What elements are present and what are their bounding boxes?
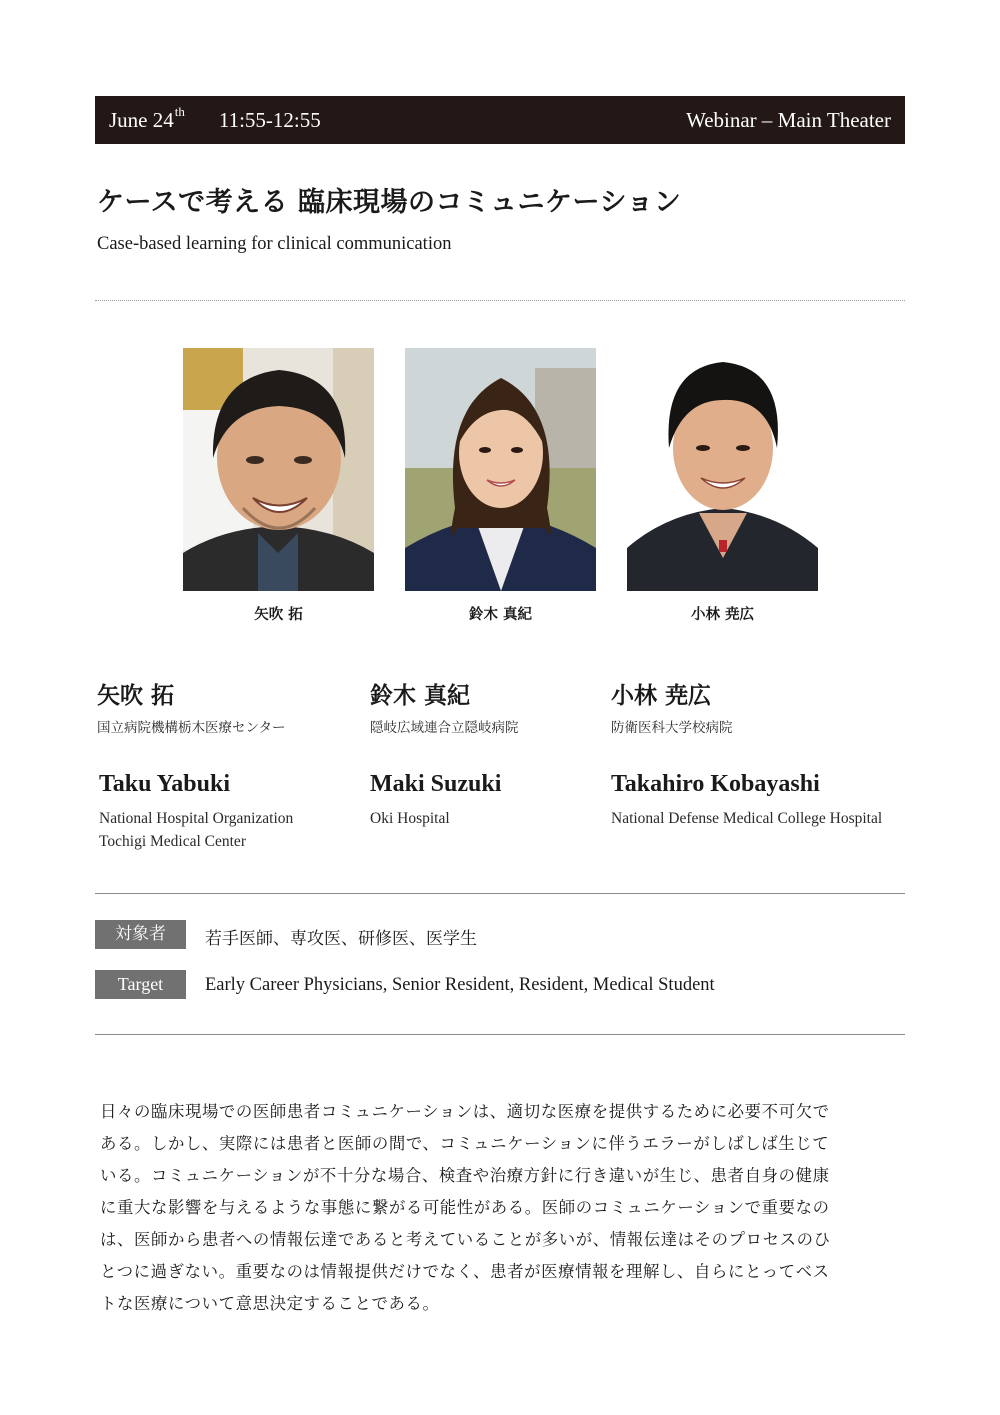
session-description (100, 1096, 900, 1320)
affiliation-line: Oki Hospital (370, 810, 450, 827)
speaker-affiliation-en (370, 807, 519, 830)
speaker-name-en: Maki Suzuki (370, 771, 502, 797)
description-line: に重大な影響を与えるような事態に繋がる可能性がある。医師のコミュニケーションで重要なの (100, 1198, 830, 1217)
affiliation-line: Tochigi Medical Center (99, 833, 246, 850)
photo-caption: 小林 尭広 (690, 606, 755, 623)
speaker-name-en: Takahiro Kobayashi (611, 771, 820, 797)
speaker-affiliation-ja: 隠岐広域連合立隠岐病院 (370, 720, 519, 736)
speaker-card (611, 680, 882, 830)
session-title-en: Case-based learning for clinical communication (97, 234, 452, 254)
session-header-bar (95, 96, 905, 144)
speaker-affiliation-en (611, 807, 882, 830)
session-venue: Webinar – Main Theater (686, 107, 891, 132)
affiliation-line: National Hospital Organization (99, 810, 294, 827)
description-line: いる。コミュニケーションが不十分な場合、検査や治療方針に行き違いが生じ、患者自身の健康 (100, 1166, 830, 1185)
session-title-ja: ケースで考える 臨床現場のコミュニケーション (97, 187, 682, 218)
photo-caption: 矢吹 拓 (254, 606, 303, 623)
description-line: ある。しかし、実際には患者と医師の間で、コミュニケーションに伴うエラーがしばしば生じて (100, 1134, 830, 1153)
speaker-name-ja: 小林 尭広 (611, 682, 712, 709)
audience-text-ja: 若手医師、専攻医、研修医、医学生 (205, 929, 477, 949)
affiliation-line: National Defense Medical College Hospital (611, 810, 883, 827)
description-line: 日々の臨床現場での医師患者コミュニケーションは、適切な医療を提供するために必要不可欠で (100, 1102, 830, 1121)
description-line: トな医療について意思決定することである。 (100, 1294, 440, 1313)
speaker-name-ja: 矢吹 拓 (97, 682, 175, 709)
speaker-photo-suzuki (405, 348, 596, 591)
speaker-card (370, 680, 519, 830)
description-line: とつに過ぎない。重要なのは情報提供だけでなく、患者が医療情報を理解し、自らにとってベス (100, 1262, 830, 1281)
speaker-photo-kobayashi (627, 348, 818, 591)
speaker-name-ja: 鈴木 真紀 (370, 682, 471, 709)
section-divider (95, 1034, 905, 1035)
session-time: 11:55-12:55 (218, 107, 321, 132)
audience-label-en: Target (95, 970, 186, 999)
session-datetime (109, 104, 321, 133)
audience-label-ja: 対象者 (95, 920, 186, 949)
speaker-affiliation-en (99, 807, 293, 853)
section-divider (95, 893, 905, 894)
speaker-name-en: Taku Yabuki (99, 771, 230, 797)
photo-caption: 鈴木 真紀 (468, 606, 533, 623)
speaker-card (97, 680, 293, 853)
date-suffix: th (174, 104, 185, 119)
session-date: June 24th (109, 104, 185, 132)
speaker-affiliation-ja: 防衛医科大学校病院 (611, 720, 733, 736)
dotted-divider (95, 300, 905, 301)
description-line: は、医師から患者への情報伝達であると考えていることが多いが、情報伝達はそのプロセスのひ (100, 1230, 831, 1249)
audience-text-en: Early Career Physicians, Senior Resident, Resident, Medical Student (205, 975, 715, 995)
speaker-photo-yabuki (183, 348, 374, 591)
speaker-affiliation-ja: 国立病院機構栃木医療センター (97, 720, 286, 736)
